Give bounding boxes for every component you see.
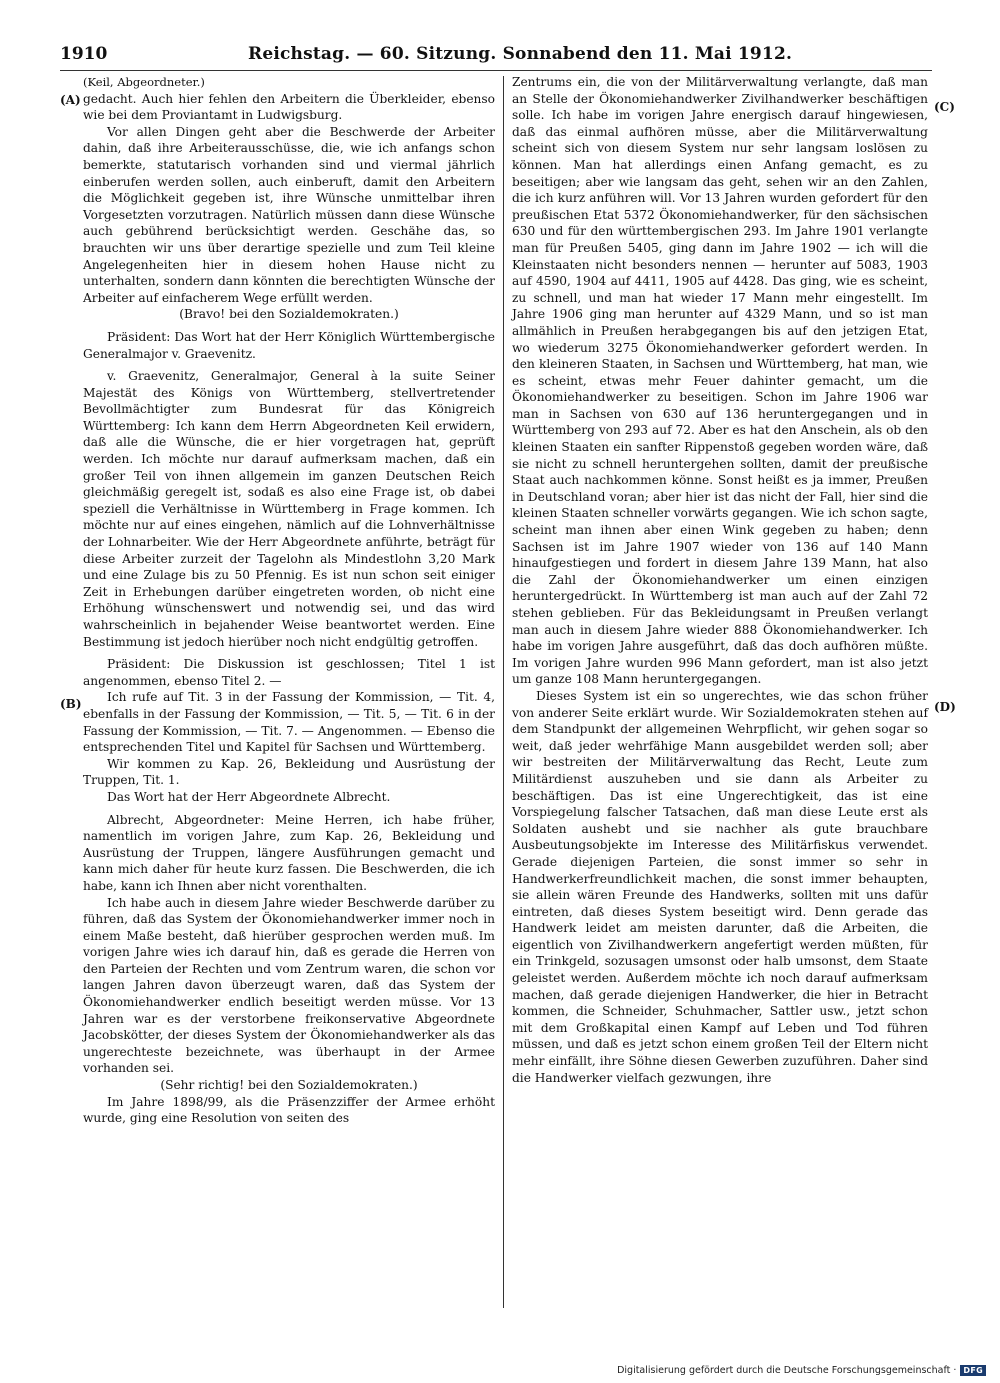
page-header	[60, 44, 932, 71]
interjection: (Sehr richtig! bei den Sozialdemokraten.)	[160, 1078, 418, 1093]
paragraph: Im Jahre 1898/99, als die Präsenzziffer der Armee erhöht wurde, ging eine Resolution von seiten des	[83, 1094, 495, 1126]
digitization-footer	[617, 1365, 986, 1376]
margin-marker-a: (A)	[60, 93, 81, 107]
paragraph: Ich rufe auf Tit. 3 in der Fassung der Kommission, — Tit. 4, ebenfalls in der Fassung der Kommission, — Tit. 5, — Tit. 6 in der Fassung der Kommission, — Tit. 7. — Angenommen. — Ebenso die entsprechenden Titel und Kapitel für Sachsen und Württemberg.	[83, 690, 495, 755]
paragraph: Ich habe auch in diesem Jahre wieder Beschwerde darüber zu führen, daß das System der Ökonomiehandwerker immer noch in einem Maße besteht, daß hierüber gesprochen werden muß. Im vorigen Jahre wies ich darauf hin, daß es gerade die Herren von den Parteien der Rechten und vom Zentrum waren, die schon vor langen Jahren davon überzeugt waren, daß das System der Ökonomiehandwerker endlich beseitigt werden müsse. Vor 13 Jahren war es der verstorbene freikonservative Abgeordnete Jacobskötter, der dieses System der Ökonomiehandwerker als das ungerechteste bezeichnete, was überhaupt in der Armee vorhanden sei.	[83, 895, 495, 1076]
running-head: Reichstag. — 60. Sitzung. Sonnabend den 11. Mai 1912.	[248, 44, 793, 64]
paragraph: Vor allen Dingen geht aber die Beschwerde der Arbeiter dahin, daß ihre Arbeiterausschüsse, die, wie ich anfangs schon bemerkte, statutarisch vorhanden sind und viermal jährlich einberufen werden sollen, auch einberuft, damit den Arbeitern die Möglichkeit gegeben ist, ihre Wünsche unmittelbar ihren Vorgesetzten vorzutragen. Natürlich müssen dann diese Wünsche auch gebührend berücksichtigt werden. Geschähe das, so brauchten wir uns über derartige spezielle und zum Teil kleine Angelegenheiten hier in diesem hohen Hause nicht zu unterhalten, sondern dann könnten die berechtigten Wünsche der Arbeiter auf einfacherem Wege erfüllt werden.	[83, 124, 495, 305]
column-divider	[503, 76, 504, 1308]
paragraph: Albrecht, Abgeordneter: Meine Herren, ich habe früher, namentlich im vorigen Jahre, zum Kap. 26, Bekleidung und Ausrüstung der Truppen, längere Ausführungen gemacht und kann mich daher für heute kurz fassen. Die Beschwerden, die ich habe, kann ich Ihnen aber nicht vorenthalten.	[83, 812, 495, 893]
paragraph: Zentrums ein, die von der Militärverwaltung verlangte, daß man an Stelle der Ökonomiehandwerker Zivilhandwerker beschäftigen solle. Ich habe im vorigen Jahre energisch darauf hingewiesen, daß das einmal aufhören müsse, aber die Militärverwaltung scheint sich von diesem System nur sehr langsam loslösen zu können. Man hat allerdings einen Anfang gemacht, es zu beseitigen; aber wie langsam das geht, sehen wir an den Zahlen, die ich kurz anführen will. Vor 13 Jahren wurden gefordert für den preußischen Etat 5372 Ökonomiehandwerker, für den sächsischen 630 und für den württembergischen 293. Im Jahre 1901 verlangte man für Preußen 5405, ging dann im Jahre 1902 — ich will die Kleinstaaten nicht besonders nennen — herunter auf 5083, 1903 auf 4590, 1904 auf 4411, 1905 auf 4428. Das ging, wie es scheint, zu schnell, und man hat wieder 17 Mann mehr eingestellt. Im Jahre 1906 ging man herunter auf 4329 Mann, und so ist man allmählich in Preußen herabgegangen bis auf den jetzigen Etat, wo wiederum 3275 Ökonomiehandwerker gefordert werden. In den kleineren Staaten, in Sachsen und Württemberg, hat man, wie es scheint, etwas mehr Feuer dahinter gemacht, um die Ökonomiehandwerker zu beseitigen. Schon im Jahre 1906 war man in Sachsen von 630 auf 136 heruntergegangen und in Württemberg von 293 auf 72. Aber es hat den Anschein, als ob den kleinen Staaten ein sanfter Rippenstoß gegeben worden wäre, daß sie nicht zu schnell heruntergehen sollten, damit der preußische Staat auch nachkommen könne. Sonst heißt es ja immer, Preußen in Deutschland voran; aber hier ist das nicht der Fall, hier sind die kleinen Staaten schneller vorwärts gegangen. Wie ich schon sagte, scheint man ihnen aber einen Wink gegeben zu haben; denn Sachsen ist im Jahre 1907 wieder von 136 auf 140 Mann hinaufgestiegen und fordert in diesem Jahre 139 Mann, hat also die Zahl der Ökonomiehandwerker um einen einzigen heruntergedrückt. In Württemberg ist man auch auf der Zahl 72 stehen geblieben. Für das Bekleidungsamt in Preußen verlangt man auch in diesem Jahre wieder 888 Ökonomiehandwerker. Ich habe im vorigen Jahre ausgeführt, daß das doch aufhören müßte. Im vorigen Jahre wurden 996 Mann gefordert, man ist also jetzt um ganze 108 Mann heruntergegangen.	[512, 75, 928, 687]
interjection: (Bravo! bei den Sozialdemokraten.)	[179, 307, 399, 322]
margin-marker-b: (B)	[60, 697, 82, 711]
paragraph: Wir kommen zu Kap. 26, Bekleidung und Ausrüstung der Truppen, Tit. 1.	[83, 756, 495, 788]
speaker-continued: (Keil, Abgeordneter.)	[83, 75, 205, 89]
footer-text: Digitalisierung gefördert durch die Deutsche Forschungsgemeinschaft ·	[617, 1365, 957, 1376]
dfg-logo-icon: DFG	[960, 1365, 986, 1376]
margin-marker-c: (C)	[934, 100, 955, 114]
paragraph: Dieses System ist ein so ungerechtes, wie das schon früher von anderer Seite erklärt wurde. Wir Sozialdemokraten stehen auf dem Standpunkt der allgemeinen Wehrpflicht, wir gehen sogar so weit, daß jeder wehrfähige Mann ausgebildet werden soll; aber wir bestreiten der Militärverwaltung das Recht, Leute zum Militärdienst auszuheben und sie dann als Arbeiter zu beschäftigen. Das ist eine Ungerechtigkeit, das ist eine Vorspiegelung falscher Tatsachen, daß man diese Leute erst als Soldaten aushebt und sie nachher als gute brauchbare Ausbeutungsobjekte im Interesse des Militärfiskus verwendet. Gerade diejenigen Parteien, die sonst immer so sehr in Handwerkerfreundlichkeit machen, die sonst immer behaupten, sie allein wären Freunde des Handwerks, sollten mit uns dafür eintreten, daß dieses System beseitigt wird. Denn gerade das Handwerk leidet am meisten darunter, daß die Arbeiten, die eigentlich von Zivilhandwerkern angefertigt werden müßten, für ein Trinkgeld, sozusagen umsonst oder halb umsonst, dem Staate geleistet werden. Außerdem möchte ich noch darauf aufmerksam machen, daß gerade diejenigen Handwerker, die hier in Betracht kommen, die Schneider, Schuhmacher, Sattler usw., jetzt schon mit dem Großkapital einen Kampf auf Leben und Tod führen müssen, und daß es jetzt schon einem großen Teil der Eltern nicht mehr einfällt, ihre Söhne diesen Gewerben zuzuführen. Daher sind die Handwerker vielfach gezwungen, ihre	[512, 688, 928, 1085]
right-column	[512, 74, 928, 1086]
left-column	[83, 74, 495, 1127]
paragraph: v. Graevenitz, Generalmajor, General à la suite Seiner Majestät des Königs von Württemberg, stellvertretender Bevollmächtigter zum Bundesrat für das Königreich Württemberg: Ich kann dem Herrn Abgeordneten Keil erwidern, daß alle die Wünsche, die er hier vorgetragen hat, geprüft werden. Ich möchte nur darauf aufmerksam machen, daß ein großer Teil von ihnen allgemein im ganzen Deutschen Reich gleichmäßig geregelt ist, sodaß es also eine Frage ist, ob dabei speziell die Verhältnisse in Württemberg in Frage kommen. Ich möchte nur auf eines eingehen, nämlich auf die Lohnverhältnisse der Lohnarbeiter. Wie der Herr Abgeordnete anführte, beträgt für diese Arbeiter zurzeit der Tagelohn als Mindestlohn 3,20 Mark und eine Zulage bis zu 50 Pfennig. Es ist nun schon seit einiger Zeit in Erhebungen darüber eingetreten worden, ob nicht eine Erhöhung wünschenswert und notwendig sei, und das wird wahrscheinlich in bejahender Weise beantwortet werden. Eine Bestimmung ist jedoch hierüber noch nicht endgültig getroffen.	[83, 369, 495, 649]
paragraph: gedacht. Auch hier fehlen den Arbeitern die Überkleider, ebenso wie bei dem Proviantamt in Ludwigsburg.	[83, 91, 495, 123]
margin-marker-d: (D)	[934, 700, 956, 714]
page-number: 1910	[60, 44, 108, 64]
paragraph: Präsident: Die Diskussion ist geschlossen; Titel 1 ist angenommen, ebenso Titel 2. —	[83, 657, 495, 688]
paragraph: Präsident: Das Wort hat der Herr Königlich Württembergische Generalmajor v. Graevenitz.	[83, 329, 495, 361]
paragraph: Das Wort hat der Herr Abgeordnete Albrecht.	[107, 789, 391, 804]
